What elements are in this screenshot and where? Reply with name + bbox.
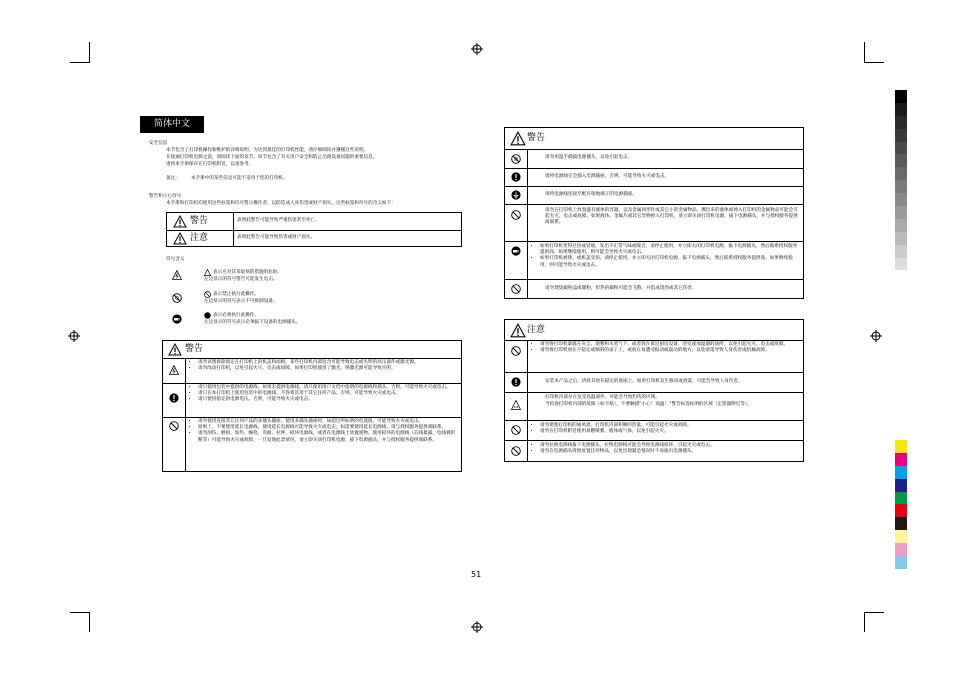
warning-heading: 警告 (185, 344, 204, 354)
caution-text: 打印机内部存在发受高温部件，可能会导致灼伤的区域。 (545, 395, 660, 400)
note-label: 备注： (166, 176, 180, 181)
color-swatch (895, 167, 907, 180)
crop-mark (864, 42, 865, 62)
electric-shock-warning-icon (172, 270, 182, 280)
crop-mark (89, 42, 90, 62)
color-swatch (895, 142, 907, 155)
crop-mark (70, 612, 90, 613)
hot-surface-icon (511, 400, 521, 410)
prohibited-icon (511, 446, 521, 456)
caution-bullet: • 请勿堵塞打印机的通风窗。打印机内部积聚的热量，可能引起火灾或故障。 (540, 423, 801, 429)
symbol-desc: 表示禁止执行此操作。 (213, 292, 259, 297)
warning-text: 请勿用湿手插拔电源插头，以免引起电击。 (545, 155, 633, 160)
color-swatch (895, 453, 907, 466)
note-text: 本手册中的某些信息可能不适用于您的打印机。 (191, 176, 288, 181)
crop-mark (864, 612, 865, 632)
unplug-icon (172, 314, 182, 324)
page-number: 51 (471, 570, 482, 579)
section-title-warnings: 警告和小心符号 (149, 194, 182, 199)
warning-text: 请将电源线完全插入电源插座。否则，可能导致火灾或电击。 (545, 174, 670, 179)
warning-triangle-icon (204, 269, 211, 276)
warning-text: 请将电源线连接至配有接地端子的电源插座。 (545, 192, 637, 197)
safety-line: 在接通打印机电源之前，请阅读下面的章节。该节包含了有关用户安全和防止出现设备问题的重要信息。 (166, 155, 378, 160)
section-title-safety: 安全信息 (149, 141, 168, 146)
color-swatch (895, 90, 907, 103)
warning-triangle-icon (173, 215, 187, 228)
warning-bullet: • 如果打印机变得过热或冒烟，发出不正常气味或噪音，请停止使用，并立即关闭打印机电源，拔下电源插头，然后联系授权服务提供商。如果继续使用，则可能会导致火灾或电击。 (540, 244, 801, 256)
warning-box-left (162, 340, 462, 472)
caution-triangle-icon (173, 232, 187, 245)
color-swatch (895, 154, 907, 167)
color-bar (895, 440, 907, 569)
color-swatch (895, 116, 907, 129)
mandatory-icon (511, 377, 521, 387)
unplug-icon (511, 246, 521, 256)
registration-mark-icon (471, 621, 483, 633)
registration-mark-icon (870, 330, 882, 342)
symbol-desc: 表示必须执行此操作。 (213, 313, 259, 318)
color-swatch (895, 440, 907, 453)
warning-bullet: • 请勿改动打印机，以免引起火灾、电击或故障。如果打印机使用了激光，则激光源可能导致失明。 (198, 366, 459, 372)
color-swatch (895, 245, 907, 258)
caution-bullet: • 请勿拉拽电源线拔下电源插头，拉拽电源线可能会导致电源线损坏，引起火灾或电击。 (540, 443, 801, 449)
crop-mark (70, 62, 90, 63)
mandatory-icon (204, 312, 211, 319)
prohibited-icon (511, 210, 521, 220)
warning-caution-legend (166, 212, 462, 247)
color-swatch (895, 206, 907, 219)
color-swatch (895, 466, 907, 479)
crop-mark (864, 62, 884, 63)
warning-bullet: • 请勿试图拆除固定在打印机上的机盖和面板。某些打印机内部包含可能导致电击或失明的高压部件或激光源。 (198, 360, 459, 366)
prohibited-icon (204, 291, 211, 298)
warning-bullet: • 请勿使用连接其它任何产品的多插头插座。使用多插头插座时，如超过所标明的电流值，可能导致火灾或电击。 (198, 419, 459, 425)
prohibited-icon (511, 346, 521, 356)
caution-meaning: 表明此警告可能导致伤害或财产损失。 (237, 235, 316, 240)
warning-box-right (504, 127, 804, 299)
warning-bullet: • 原则上，不要使用延长电源线。使用延长电源线可能导致火灾或电击。如需要使用延长电源线，请与授权服务提供商联系。 (198, 425, 459, 431)
no-disassembly-icon (172, 293, 182, 303)
warning-label: 警告 (190, 216, 209, 226)
warning-triangle-icon (510, 131, 526, 146)
caution-box-right (504, 319, 804, 462)
warning-meaning: 表明此警告可能导致严重伤害甚至死亡。 (237, 218, 320, 223)
color-swatch (895, 219, 907, 232)
electric-shock-warning-icon (169, 365, 179, 375)
section-title-symbols: 符号含义 (166, 257, 185, 262)
warning-bullet: • 请只使用指定的电源电压。否则，可能导致火灾或电击。 (198, 397, 459, 403)
warning-bullet: • 请只使用包装中提供的电源线。如果未提供电源线，请只使用用户文档中指明的电源线和插头。否则，可能导致火灾或电击。 (198, 385, 459, 391)
crop-mark (89, 612, 90, 632)
warnings-intro: 本手册和打印机均使用这些标签和符号警示操作者，以防造成人身伤害或财产损失。这些标签和符号的含义如下： (166, 201, 396, 206)
caution-bullet: • 请勿将打印机暴露在灰尘、烟雾和水蒸气下、或者放在靠近厨房设备、浴室或加湿器的场所，以免引起火灾、电击或故障。 (540, 342, 801, 348)
grayscale-bar (895, 90, 907, 270)
color-swatch (895, 258, 907, 271)
mandatory-icon (169, 393, 179, 403)
warning-text: 请勿在打印机上放置盛有液体的容器，以及金属回形针或其它小的金属物品。溅出来的液体或掉入打印机的金属物品可能会引起火灾、电击或故障。如果液体、金属片或其它异物掉入打印机，请立即关闭打印机电源，拔下电源插头，并与授权服务提供商联系。 (545, 208, 798, 226)
language-tab: 简体中文 (140, 116, 204, 133)
symbol-desc: 左边显示的符号警告可能发生电击。 (204, 277, 278, 282)
color-swatch (895, 492, 907, 505)
caution-bullet: • 请勿在打印机附近使用易燃喷雾，液体或气体，以免引起火灾。 (540, 429, 801, 435)
no-wet-hands-icon (511, 154, 521, 164)
color-swatch (895, 129, 907, 142)
color-swatch (895, 530, 907, 543)
symbol-desc: 左边显示的符号表示不可拆卸设备。 (204, 299, 278, 304)
caution-bullet: • 请勿在电源插头周围放置任何物品，以免出现紧急情况时不易拔出电源插头。 (540, 449, 801, 455)
color-swatch (895, 180, 907, 193)
warning-heading: 警告 (527, 133, 546, 143)
caution-bullet: • 请勿将打印机放在不稳定或倾斜的桌子上，或放在易遭受振动或震动的地方，以免滑落导致人身伤害或机械故障。 (540, 348, 801, 354)
color-swatch (895, 479, 907, 492)
caution-heading: 注意 (527, 325, 546, 335)
warning-triangle-icon (168, 343, 182, 356)
safety-line: 本节包含了打印机操作和维护的详细说明。为达到最佳的打印机性能，请仔细阅读并遵循这些说明。 (166, 148, 369, 153)
color-swatch (895, 232, 907, 245)
color-swatch (895, 543, 907, 556)
prohibited-icon (511, 284, 521, 294)
color-swatch (895, 556, 907, 569)
registration-mark-icon (471, 43, 483, 55)
caution-text: 当检查打印机内部的故障（如卡纸），不要触摸“小心！高温！”警告标签标明的区域（定影器附近等）。 (545, 402, 752, 407)
color-swatch (895, 193, 907, 206)
mandatory-icon (511, 172, 521, 182)
symbol-desc: 左边显示的符号表示必须拔下设备的电源插头。 (204, 320, 301, 325)
warning-bullet: • 请勿刮伤、磨损、加热、缠绕、弯曲、拉伸、损坏电源线，或者在电源线上放置重物。使用损坏的电源线（芯线暴露、电线被折断等）可能导致火灾或故障。一旦发现此类情况，请立即关闭打印机电源，拔下电源插头，并与授权服务提供商联系。 (198, 431, 459, 443)
caution-triangle-icon (510, 323, 526, 338)
registration-mark-icon (68, 330, 80, 342)
warning-bullet: • 如果打印机被摔、或机盖受损，请停止使用，并立即关闭打印机电源，拔下电源插头，然后联系授权服务提供商。如果继续使用，则可能导致火灾或电击。 (540, 256, 801, 268)
safety-line: 请将本手册保存在打印机附近，以备参考。 (166, 162, 254, 167)
crop-mark (864, 612, 884, 613)
prohibited-icon (511, 425, 521, 435)
color-swatch (895, 103, 907, 116)
symbol-desc: 表示应对其采取预防措施的危险。 (213, 270, 282, 275)
prohibited-icon (169, 421, 179, 431)
color-swatch (895, 504, 907, 517)
ground-icon (511, 190, 521, 200)
warning-text: 请勿焚烧碳粉盒或碳粉，炽热的碳粉可能会飞散，并造成烧伤或其它伤害。 (545, 286, 697, 291)
color-swatch (895, 517, 907, 530)
warning-bullet: • 请只在本打印机上使用包装中的电源线。不得将其用于其它任何产品。否则，可能导致火灾或电击。 (198, 391, 459, 397)
caution-label: 注意 (190, 233, 209, 243)
caution-text: 安装本产品之后，请将其放在稳定的底座上。如果打印机发生移动或滑落，可能会导致人身伤害。 (545, 379, 743, 384)
